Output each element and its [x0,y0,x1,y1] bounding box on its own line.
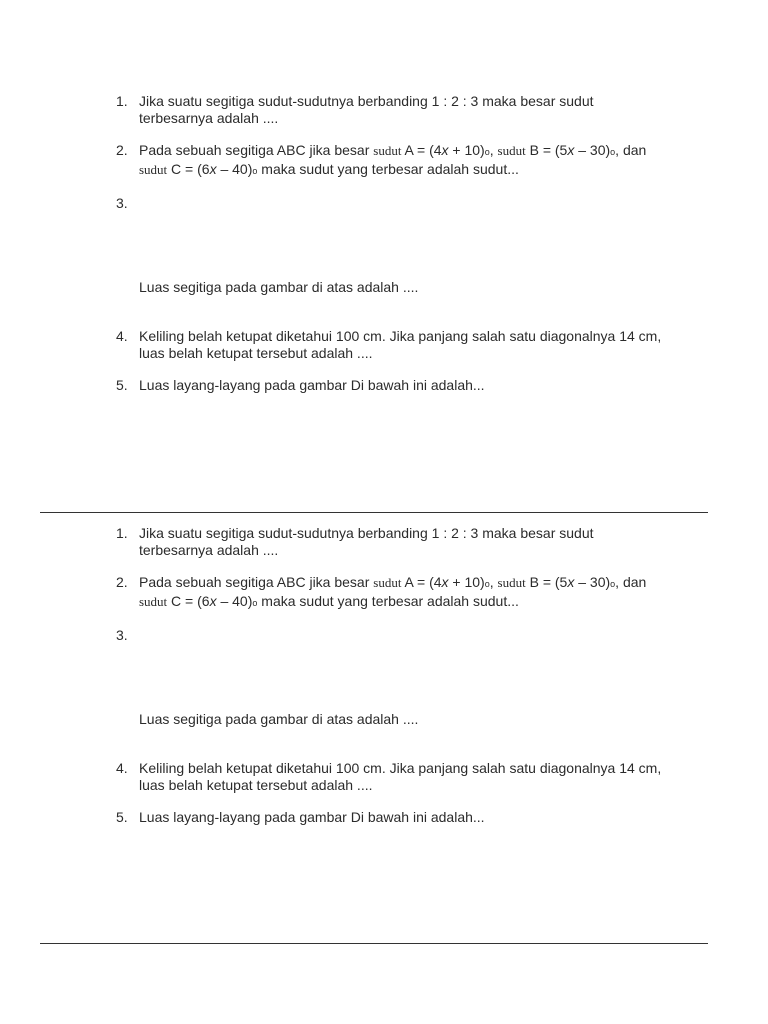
question-2 [116,574,696,608]
question-number: 2. [116,574,128,590]
question-text-line: Luas layang-layang pada gambar Di bawah ini adalah... [139,377,485,393]
question-1 [116,93,696,127]
question-1 [116,525,696,559]
question-5 [116,377,696,394]
question-4 [116,328,696,362]
question-text-line: Pada sebuah segitiga ABC jika besar sudut A = (4x + 10)o, sudut B = (5x – 30)o, dan [139,574,647,590]
question-text-line: luas belah ketupat tersebut adalah .... [139,777,373,793]
question-number: 3. [116,627,128,643]
question-number: 5. [116,377,128,393]
question-number: 1. [116,525,128,541]
question-number: 4. [116,760,128,776]
question-text-line: luas belah ketupat tersebut adalah .... [139,345,373,361]
question-2 [116,142,696,176]
question-number: 2. [116,142,128,158]
question-text-line: Jika suatu segitiga sudut-sudutnya berbanding 1 : 2 : 3 maka besar sudut [139,525,594,541]
question-5 [116,809,696,826]
question-text-line: terbesarnya adalah .... [139,110,279,126]
question-number: 5. [116,809,128,825]
question-4 [116,760,696,794]
question-text-line: sudut C = (6x – 40)o maka sudut yang terbesar adalah sudut... [139,161,519,177]
question-number: 1. [116,93,128,109]
question-text-line: Jika suatu segitiga sudut-sudutnya berbanding 1 : 2 : 3 maka besar sudut [139,93,594,109]
divider-line [40,943,708,944]
question-3 [116,195,696,212]
question-number: 4. [116,328,128,344]
question-text-line: Keliling belah ketupat diketahui 100 cm. Jika panjang salah satu diagonalnya 14 cm, [139,760,662,776]
question-3 [116,627,696,644]
question-3-caption: Luas segitiga pada gambar di atas adalah .... [139,711,419,727]
question-number: 3. [116,195,128,211]
question-text-line: Pada sebuah segitiga ABC jika besar sudut A = (4x + 10)o, sudut B = (5x – 30)o, dan [139,142,647,158]
divider-line [40,512,708,513]
question-text-line: sudut C = (6x – 40)o maka sudut yang terbesar adalah sudut... [139,593,519,609]
question-3-caption: Luas segitiga pada gambar di atas adalah .... [139,279,419,295]
question-text-line: Keliling belah ketupat diketahui 100 cm. Jika panjang salah satu diagonalnya 14 cm, [139,328,662,344]
question-text-line: terbesarnya adalah .... [139,542,279,558]
question-text-line: Luas layang-layang pada gambar Di bawah ini adalah... [139,809,485,825]
